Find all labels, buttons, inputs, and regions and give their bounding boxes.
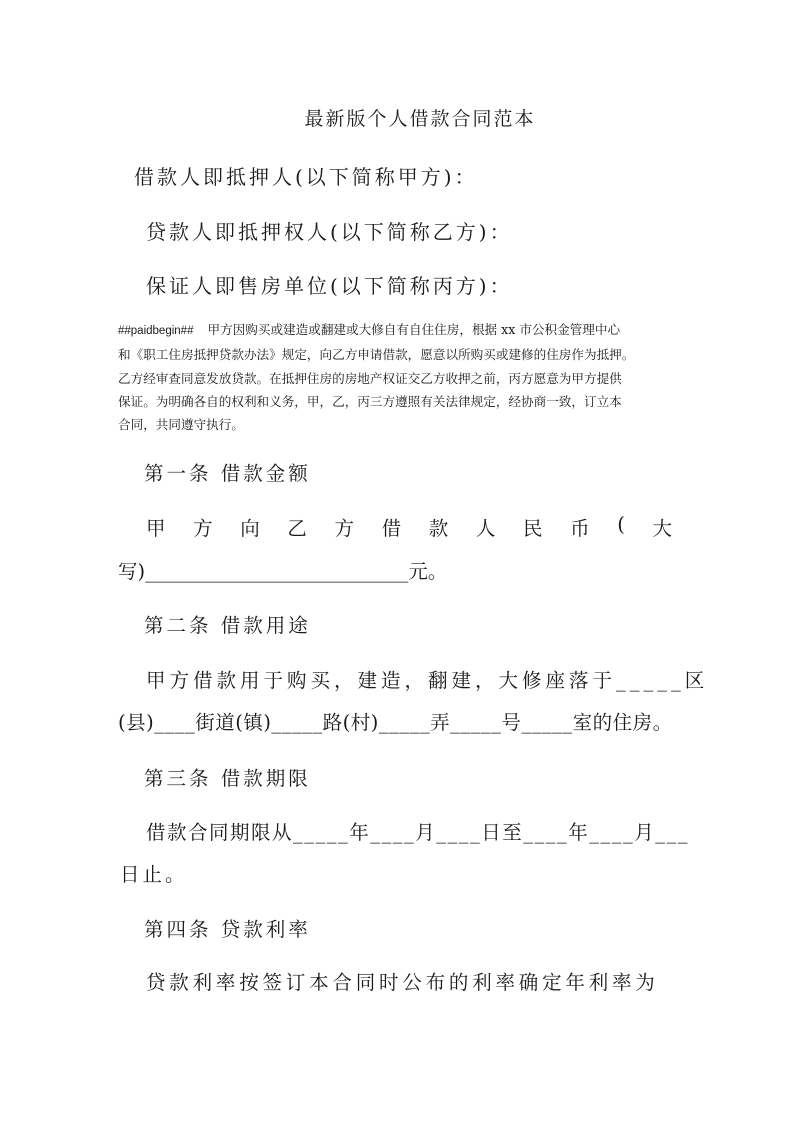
- guarantor-line: 保证人即售房单位(以下简称丙方)：: [146, 274, 513, 298]
- spread-char: (: [617, 513, 625, 536]
- spread-char: 借: [381, 517, 402, 540]
- article-1-line-1: [146, 513, 672, 541]
- spread-char: 向: [240, 517, 260, 540]
- lender-line: 贷款人即抵押权人(以下简称乙方)：: [146, 220, 513, 244]
- spread-char: 方: [334, 517, 355, 540]
- article-4-heading: 第四条 贷款利率: [144, 918, 311, 941]
- document-title: 最新版个人借款合同范本: [304, 108, 536, 130]
- spread-char: 方: [193, 517, 213, 540]
- preamble-line: 合同，共同遵守执行。: [118, 417, 244, 433]
- article-2-heading: 第二条 借款用途: [144, 614, 311, 637]
- article-2-line-1: 甲方借款用于购买，建造，翻建，大修座落于_____区: [146, 669, 709, 692]
- article-3-line-1: 借款合同期限从_____年____月____日至____年____月___: [146, 821, 690, 844]
- preamble-line: 和《职工住房抵押贷款办法》规定，向乙方申请借款，愿意以所购买或建修的住房作为抵押。: [118, 347, 635, 363]
- article-1-heading: 第一条 借款金额: [144, 462, 311, 485]
- spread-char: 乙: [287, 517, 307, 540]
- spread-char: 款: [428, 517, 449, 540]
- preamble-line: 甲方因购买或建造或翻建或大修自有自住住房，根据 xx 市公积金管理中心: [207, 322, 621, 337]
- spread-char: 币: [570, 517, 590, 540]
- preamble-line: 乙方经审查同意发放贷款。在抵押住房的房地产权证交乙方收押之前，丙方愿意为甲方提供: [118, 370, 622, 386]
- preamble-paragraph: [118, 318, 678, 436]
- spread-char: 民: [523, 517, 543, 540]
- article-1-line-2: 写)___________________________元。: [118, 560, 448, 583]
- spread-char: 人: [475, 517, 496, 540]
- preamble-line: 保证。为明确各自的权利和义务，甲，乙，丙三方遵照有关法律规定，经协商一致，订立本: [118, 393, 622, 409]
- article-3-heading: 第三条 借款期限: [144, 767, 311, 790]
- spread-char: 大: [652, 517, 672, 540]
- article-2-line-2: (县)____街道(镇)_____路(村)_____弄_____号_____室的住房。: [118, 711, 673, 734]
- paid-begin-tag: ##paidbegin##: [118, 325, 194, 337]
- article-3-line-2: 日止。: [120, 863, 188, 886]
- article-4-line-1: 贷款利率按签订本合同时公布的利率确定年利率为: [146, 971, 659, 994]
- borrower-line: 借款人即抵押人(以下简称甲方)：: [134, 165, 478, 189]
- spread-char: 甲: [146, 517, 166, 540]
